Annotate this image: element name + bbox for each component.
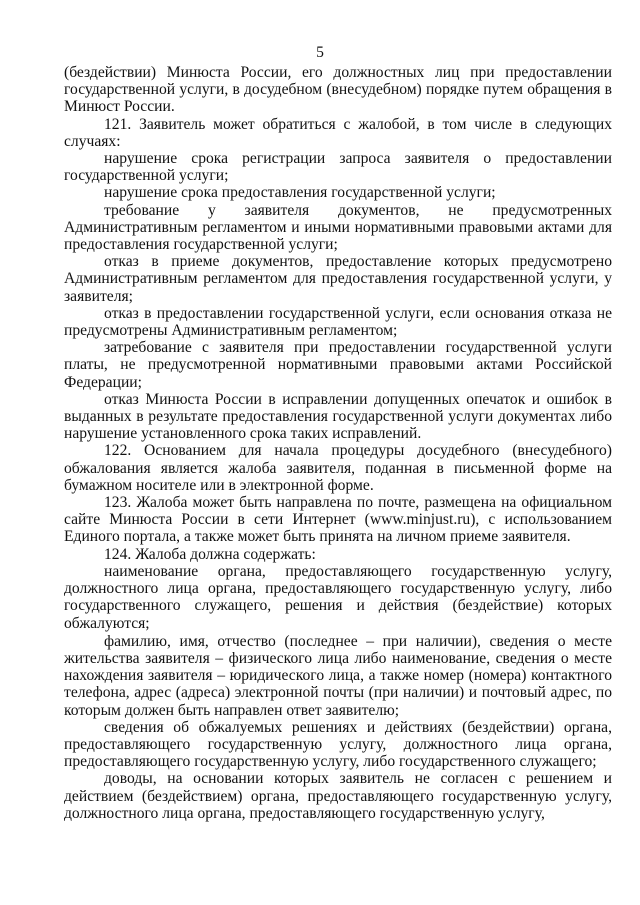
paragraph-122: 122. Основанием для начала процедуры досудебного (внесудебного) обжалования является жалоба заявителя, поданная в письменной форме на бумажном носителе или в электронной форме.: [64, 442, 612, 494]
list-item-appealed-decisions: сведения об обжалуемых решениях и действиях (бездействии) органа, предоставляющего государственную услугу, должностного лица органа, предоставляющего государственную услугу, либо государственного служащего;: [64, 718, 612, 771]
paragraph-121: 121. Заявитель может обратиться с жалобой, в том числе в следующих случаях:: [64, 115, 612, 150]
body-text: [64, 64, 612, 822]
list-item-fee-demand: затребование с заявителя при предоставлении государственной услуги платы, не предусмотренной нормативными правовыми актами Российской Федерации;: [64, 339, 612, 391]
list-item-service-deadline: нарушение срока предоставления государственной услуги;: [104, 184, 496, 202]
list-item-authority-name: наименование органа, предоставляющего государственную услугу, должностного лица органа, предоставляющего государственную услугу, либо государственного служащего, решения и действия (бездействие) которых обжалуются;: [64, 562, 612, 632]
paragraph-124: 124. Жалоба должна содержать:: [104, 545, 316, 563]
list-item-correction-refusal: отказ Минюста России в исправлении допущенных опечаток и ошибок в выданных в результате предоставления государственной услуги документах либо нарушение установленного срока таких исправлений.: [64, 390, 612, 443]
list-item-registration-deadline: нарушение срока регистрации запроса заявителя о предоставлении государственной услуги;: [64, 150, 612, 185]
list-item-applicant-details: фамилию, имя, отчество (последнее – при наличии), сведения о месте жительства заявителя – физического лица либо наименование, сведения о месте нахождения заявителя – юридического лица, а также номер (номера) контактного телефона, адрес (адреса) электронной почты (при наличии) и почтовый адрес, по которым должен быть направлен ответ заявителю;: [64, 632, 612, 719]
list-item-document-refusal: отказ в приеме документов, предоставление которых предусмотрено Административным регламентом для предоставления государственной услуги, у заявителя;: [64, 253, 612, 305]
page-number: 5: [316, 44, 324, 61]
list-item-service-refusal: отказ в предоставлении государственной услуги, если основания отказа не предусмотрены Административным регламентом;: [64, 304, 612, 340]
list-item-arguments: доводы, на основании которых заявитель не согласен с решением и действием (бездействием) органа, предоставляющего государственную услугу, должностного лица органа, предоставляющего государственную услугу,: [64, 770, 612, 822]
paragraph-continuation: (бездействии) Минюста России, его должностных лиц при предоставлении государственной услуги, в досудебном (внесудебном) порядке путем обращения в Минюст России.: [64, 64, 612, 116]
list-item-extra-documents: требование у заявителя документов, не предусмотренных Административным регламентом и иными нормативными правовыми актами для предоставления государственной услуги;: [64, 201, 612, 254]
paragraph-123: 123. Жалоба может быть направлена по почте, размещена на официальном сайте Минюста России в сети Интернет (www.minjust.ru), с использованием Единого портала, а также может быть принята на личном приеме заявителя.: [64, 494, 612, 546]
